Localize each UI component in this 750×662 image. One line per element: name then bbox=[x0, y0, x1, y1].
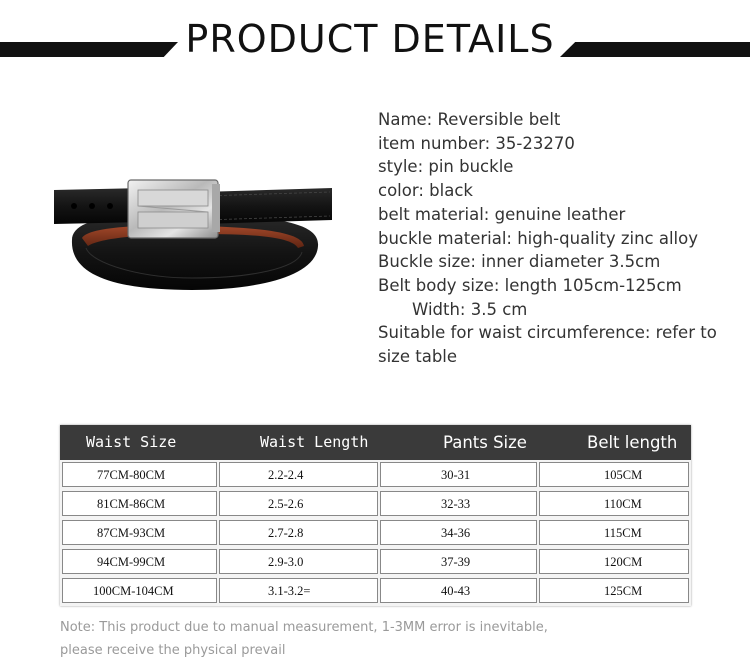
table-row bbox=[60, 547, 691, 576]
cell-waist-length: 3.1-3.2= bbox=[219, 578, 378, 603]
product-details bbox=[378, 108, 748, 369]
cell-waist-length: 2.7-2.8 bbox=[219, 520, 378, 545]
detail-color: color: black bbox=[378, 181, 473, 201]
detail-style: style: pin buckle bbox=[378, 157, 514, 177]
cell-waist-size: 77CM-80CM bbox=[62, 462, 217, 487]
cell-belt-length: 115CM bbox=[539, 520, 689, 545]
size-table-body bbox=[60, 460, 691, 606]
cell-pants-size: 37-39 bbox=[380, 549, 537, 574]
detail-buckle-material: buckle material: high-quality zinc alloy bbox=[378, 228, 698, 248]
detail-width: Width: 3.5 cm bbox=[412, 299, 528, 319]
header-waist-length: Waist Length bbox=[260, 433, 369, 451]
detail-item-number: item number: 35-23270 bbox=[378, 133, 575, 153]
cell-belt-length: 105CM bbox=[539, 462, 689, 487]
detail-name: Name: Reversible belt bbox=[378, 110, 561, 129]
table-row bbox=[60, 576, 691, 605]
header-waist-size: Waist Size bbox=[86, 433, 177, 451]
cell-pants-size: 30-31 bbox=[380, 462, 537, 487]
page-title: PRODUCT DETAILS bbox=[185, 17, 555, 61]
table-row bbox=[60, 518, 691, 547]
header-bar-left bbox=[0, 42, 178, 57]
belt-product-image bbox=[52, 168, 342, 298]
cell-waist-length: 2.5-2.6 bbox=[219, 491, 378, 516]
detail-buckle-size: Buckle size: inner diameter 3.5cm bbox=[378, 252, 661, 272]
cell-waist-size: 100CM-104CM bbox=[62, 578, 217, 603]
note-line-1: Note: This product due to manual measurement, 1-3MM error is inevitable, bbox=[60, 620, 548, 635]
detail-belt-body-size: Belt body size: length 105cm-125cm bbox=[378, 275, 682, 295]
note-line-2: please receive the physical prevail bbox=[60, 643, 286, 658]
cell-waist-length: 2.9-3.0 bbox=[219, 549, 378, 574]
cell-pants-size: 32-33 bbox=[380, 491, 537, 516]
header-bar-right bbox=[560, 42, 750, 57]
cell-pants-size: 40-43 bbox=[380, 578, 537, 603]
detail-waist-fit: Suitable for waist circumference: refer to size table bbox=[378, 323, 717, 367]
cell-waist-size: 94CM-99CM bbox=[62, 549, 217, 574]
cell-belt-length: 125CM bbox=[539, 578, 689, 603]
cell-waist-size: 81CM-86CM bbox=[62, 491, 217, 516]
cell-belt-length: 110CM bbox=[539, 491, 689, 516]
table-row bbox=[60, 460, 691, 489]
cell-waist-length: 2.2-2.4 bbox=[219, 462, 378, 487]
cell-belt-length: 120CM bbox=[539, 549, 689, 574]
detail-belt-material: belt material: genuine leather bbox=[378, 204, 626, 224]
table-row bbox=[60, 489, 691, 518]
size-table bbox=[60, 425, 691, 606]
page-header bbox=[0, 0, 750, 80]
measurement-note bbox=[60, 616, 740, 662]
cell-pants-size: 34-36 bbox=[380, 520, 537, 545]
header-belt-length: Belt length bbox=[587, 433, 678, 452]
cell-waist-size: 87CM-93CM bbox=[62, 520, 217, 545]
size-table-header bbox=[60, 425, 691, 460]
header-pants-size: Pants Size bbox=[443, 433, 527, 452]
